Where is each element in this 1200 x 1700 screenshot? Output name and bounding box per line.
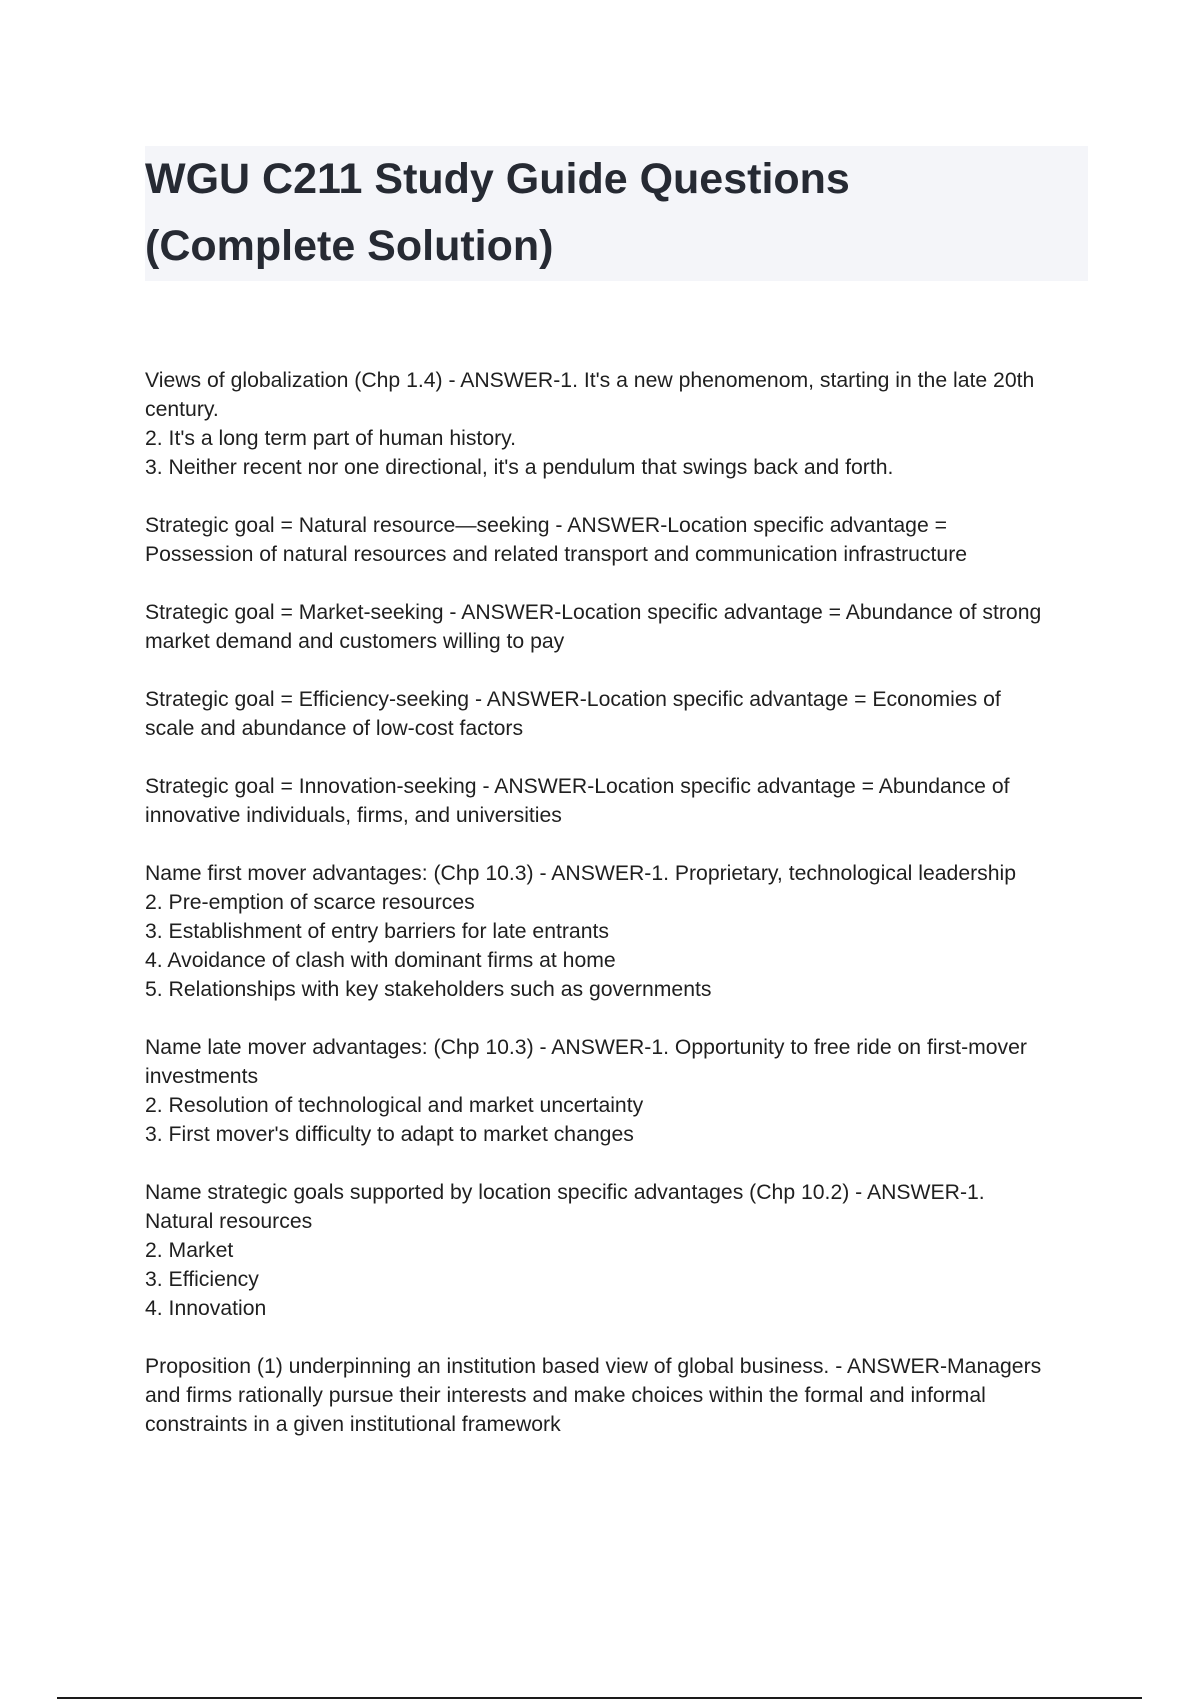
document-title: WGU C211 Study Guide Questions (Complete Solution) xyxy=(145,155,850,270)
qa-entry-strategic-goals: Name strategic goals supported by location specific advantages (Chp 10.2) - ANSWER-1. Natural resources 2. Market 3. Efficiency 4. Innovation xyxy=(145,1181,985,1320)
qa-entry-innovation-seeking: Strategic goal = Innovation-seeking - ANSWER-Location specific advantage = Abundance of innovative individuals, firms, and universities xyxy=(145,775,1010,827)
qa-entry-late-mover-advantages: Name late mover advantages: (Chp 10.3) - ANSWER-1. Opportunity to free ride on first-mover investments 2. Resolution of technological and market uncertainty 3. First mover's difficulty to adapt to market changes xyxy=(145,1036,1027,1146)
qa-entry-institution-based-view: Proposition (1) underpinning an institution based view of global business. - ANSWER-Managers and firms rationally pursue their interests and make choices within the formal and informal constraints in a given institutional framework xyxy=(145,1355,1042,1436)
qa-entry-globalization-views: Views of globalization (Chp 1.4) - ANSWER-1. It's a new phenomenom, starting in the late 20th century. 2. It's a long term part of human history. 3. Neither recent nor one directional, it's a pendulum that swings back and forth. xyxy=(145,369,1035,479)
qa-entry-first-mover-advantages: Name first mover advantages: (Chp 10.3) - ANSWER-1. Proprietary, technological leadership 2. Pre-emption of scarce resources 3. Establishment of entry barriers for late entrants 4. Avoidance of clash with dominant firms at home 5. Relationships with key stakeholders such as governments xyxy=(145,862,1017,1001)
title-banner xyxy=(145,146,1088,281)
qa-entry-natural-resource-seeking: Strategic goal = Natural resource—seeking - ANSWER-Location specific advantage = Possession of natural resources and related transport and communication infrastructure xyxy=(145,514,968,566)
footer-divider xyxy=(57,1697,1142,1699)
qa-entry-efficiency-seeking: Strategic goal = Efficiency-seeking - ANSWER-Location specific advantage = Economies of scale and abundance of low-cost factors xyxy=(145,688,1001,740)
qa-entry-market-seeking: Strategic goal = Market-seeking - ANSWER-Location specific advantage = Abundance of strong market demand and customers willing to pay xyxy=(145,601,1042,653)
qa-list xyxy=(145,366,1090,1468)
